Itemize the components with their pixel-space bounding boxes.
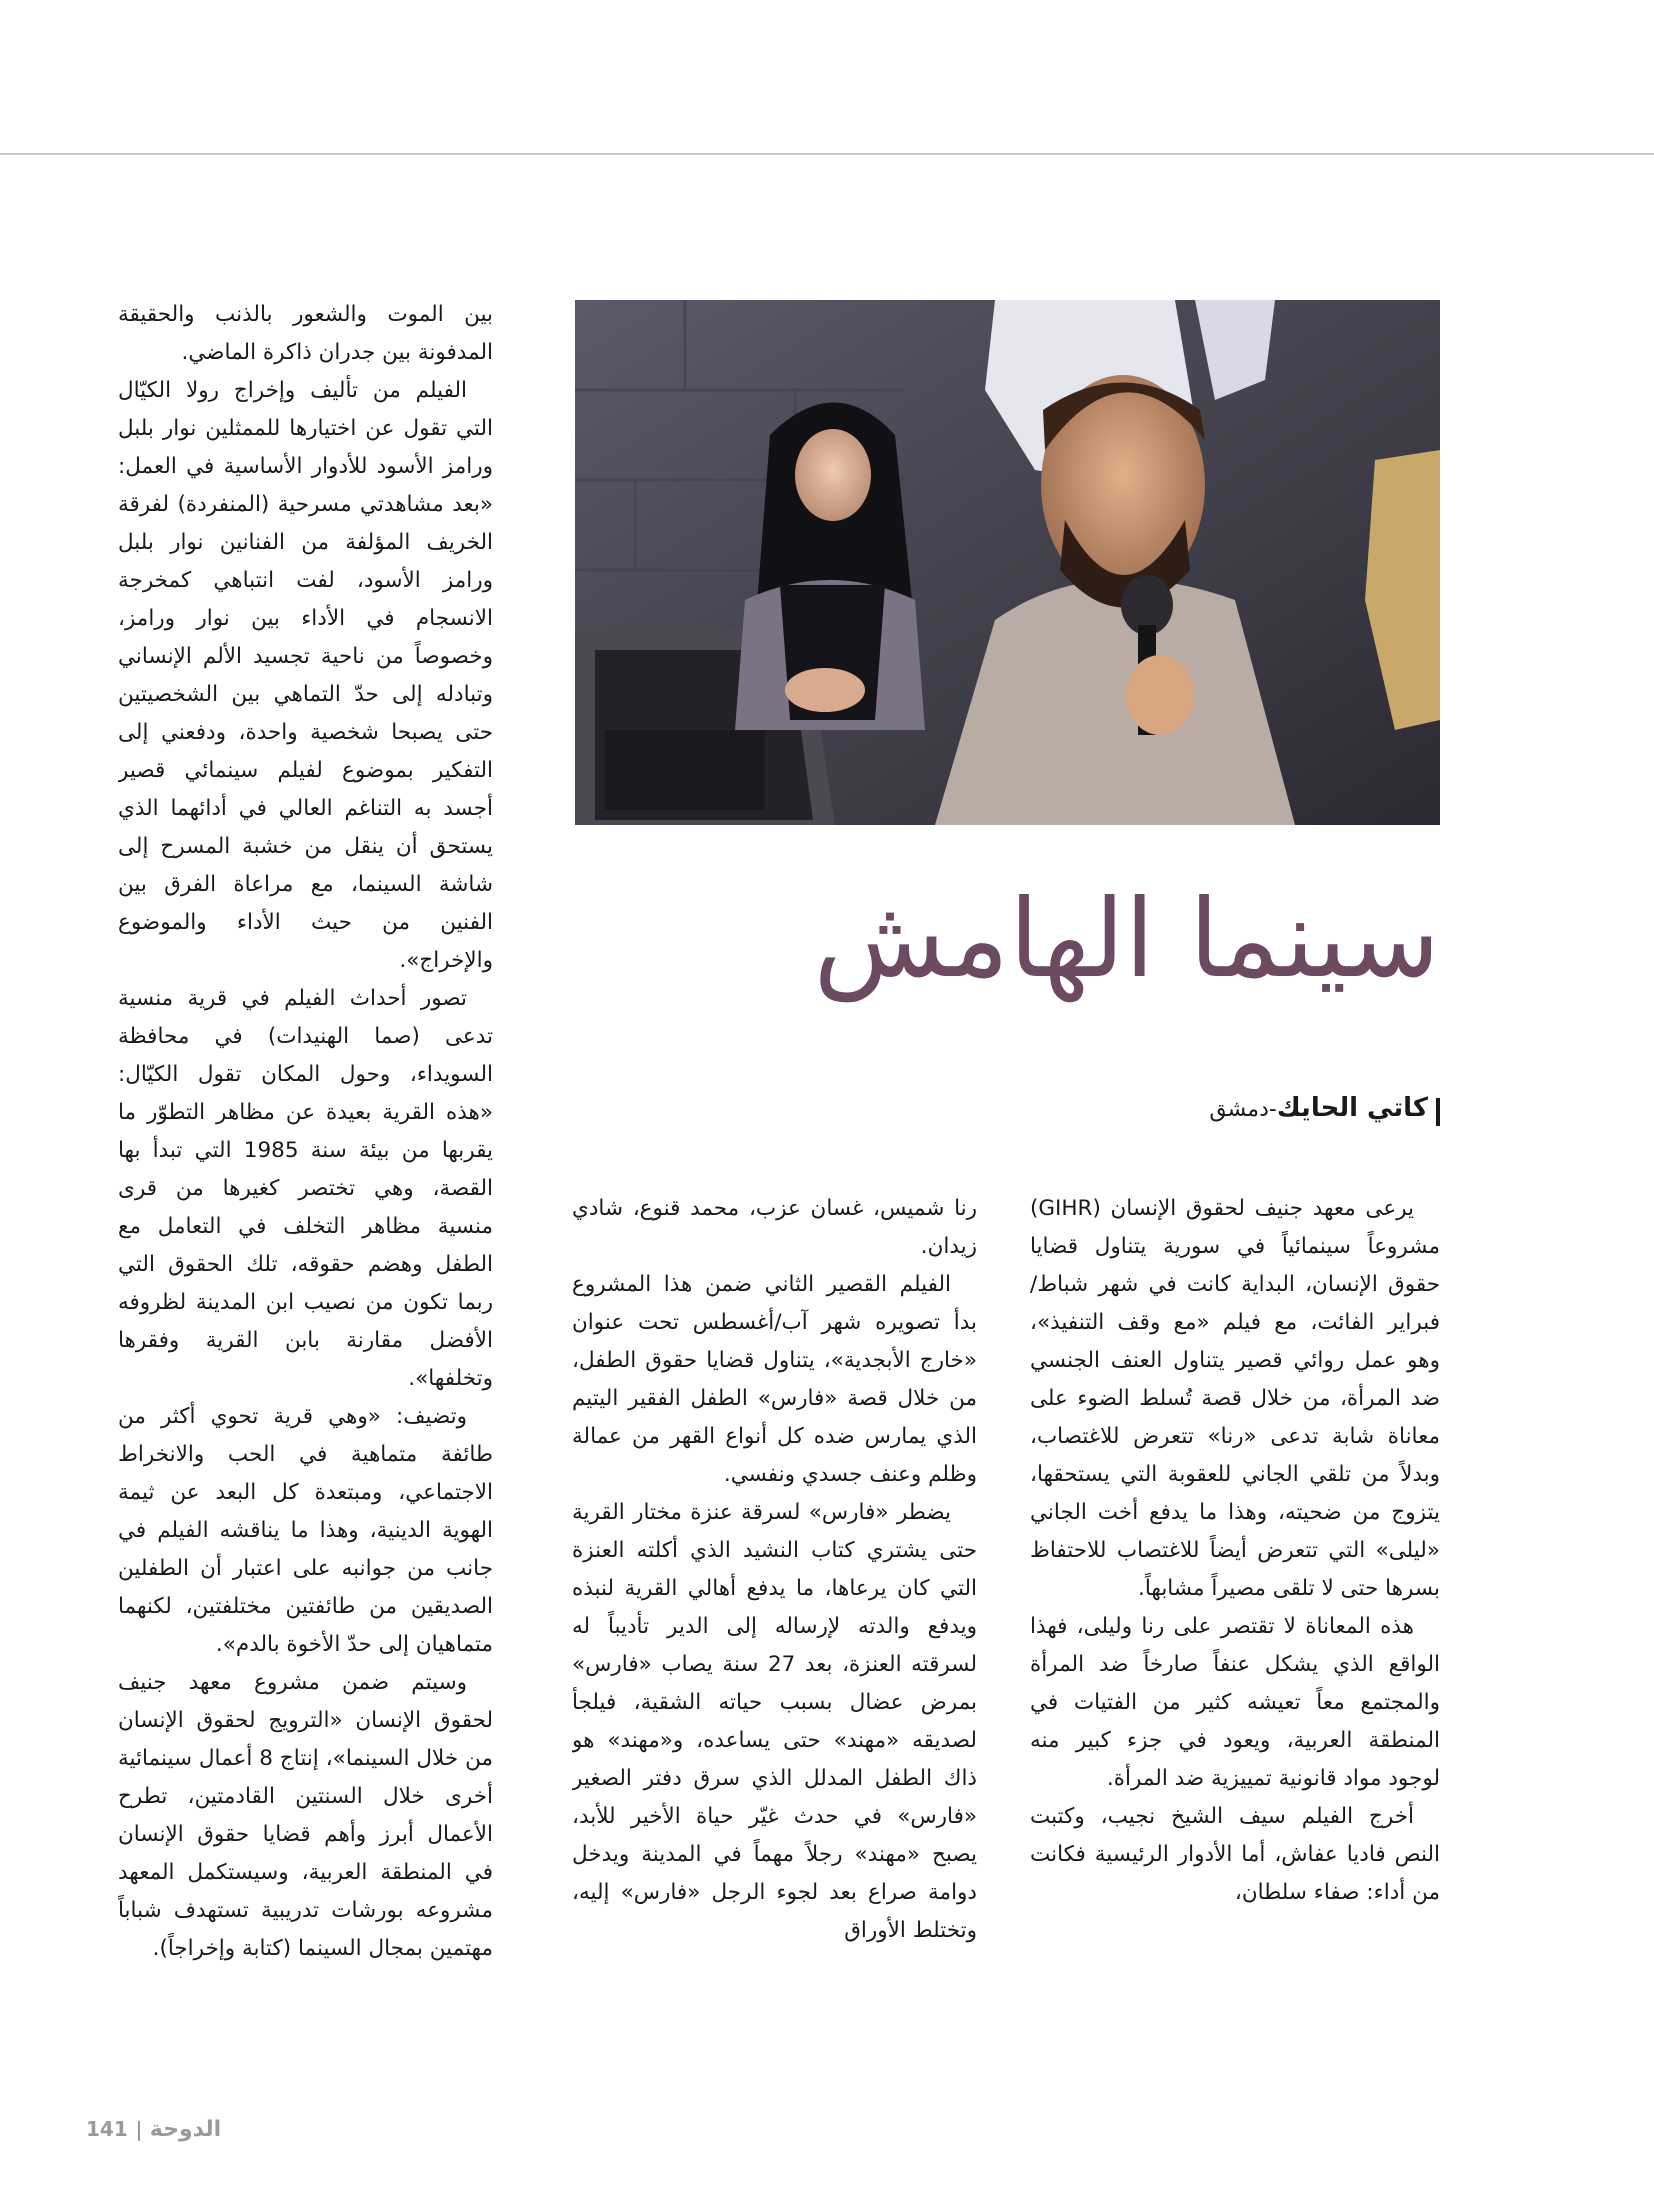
byline — [880, 1085, 1440, 1131]
paragraph: الفيلم القصير الثاني ضمن هذا المشروع بدأ تصويره شهر آب/أغسطس تحت عنوان «خارج الأبجدية»، يتناول قضايا حقوق الطفل، من خلال قصة «فارس» الطفل الفقير اليتيم الذي يمارس ضده كل أنواع القهر من عمالة وظلم وعنف جسدي ونفسي. — [572, 1272, 977, 1487]
paragraph: الفيلم من تأليف وإخراج رولا الكيّال التي تقول عن اختيارها للممثلين نوار بلبل ورامز الأسود للأدوار الأساسية في العمل: «بعد مشاهدتي مسرحية (المنفردة) لفرقة الخريف المؤلفة من الفنانين نوار بلبل ورامز الأسود، لفت انتباهي كمخرجة الانسجام في الأداء بين نوار ورامز، وخصوصاً من ناحية تجسيد الألم الإنساني وتبادله إلى حدّ التماهي بين الشخصيتين حتى يصبحا شخصية واحدة، ودفعني إلى التفكير بموضوع لفيلم سينمائي قصير أجسد به التناغم العالي في أدائهما الذي يستحق أن ينقل من خشبة المسرح إلى شاشة السينما، مع مراعاة الفرق بين الفنين من حيث الأداء والموضوع والإخراج». — [118, 378, 493, 973]
paragraph: يرعى معهد جنيف لحقوق الإنسان (GIHR) مشروعاً سينمائياً في سورية يتناول قضايا حقوق الإنسان، البداية كانت في شهر شباط/فبراير الفائت، مع فيلم «مع وقف التنفيذ»، وهو عمل روائي قصير يتناول العنف الجنسي ضد المرأة، من خلال قصة تُسلط الضوء على معاناة شابة تدعى «رنا» تتعرض للاغتصاب، وبدلاً من تلقي الجاني للعقوبة التي يستحقها، يتزوج من ضحيته، وهذا ما يدفع أخت الجاني «ليلى» التي تتعرض أيضاً للاغتصاب للاحتفاظ بسرها حتى لا تلقى مصيراً مشابهاً. — [1030, 1196, 1440, 1601]
column-middle — [572, 1190, 977, 2056]
paragraph: هذه المعاناة لا تقتصر على رنا وليلى، فهذا الواقع الذي يشكل عنفاً صارخاً ضد المرأة والمجتمع معاً تعيشه كثير من الفتيات في المنطقة العربية، ويعود في جزء كبير منه لوجود مواد قانونية تمييزية ضد المرأة. — [1030, 1614, 1440, 1791]
paragraph: وسيتم ضمن مشروع معهد جنيف لحقوق الإنسان «الترويج لحقوق الإنسان من خلال السينما»، إنتاج 8 أعمال سينمائية أخرى خلال السنتين القادمتين، تطرح الأعمال أبرز وأهم قضايا حقوق الإنسان في المنطقة العربية، وسيستكمل المعهد مشروعه بورشات تدريبية تستهدف شباباً مهتمين بمجال السينما (كتابة وإخراجاً). — [118, 1670, 493, 1961]
page-folio — [86, 2112, 221, 2146]
column-left — [118, 296, 493, 2056]
byline-bar — [1436, 1098, 1440, 1126]
paragraph: رنا شميس، غسان عزب، محمد قنوع، شادي زيدان. — [572, 1196, 977, 1259]
byline-author: كاتي الحايك — [1276, 1093, 1428, 1123]
page-number: 141 — [86, 2117, 128, 2141]
paragraph: وتضيف: «وهي قرية تحوي أكثر من طائفة متماهية في الحب والانخراط الاجتماعي، ومبتعدة كل البعد عن ثيمة الهوية الدينية، وهذا ما يناقشه الفيلم في جانب من جوانبه على اعتبار أن الطفلين الصديقين من طائفتين مختلفتين، لكنهما متماهيان إلى حدّ الأخوة بالدم». — [118, 1404, 493, 1657]
paragraph: أخرج الفيلم سيف الشيخ نجيب، وكتبت النص فاديا عفاش، أما الأدوار الرئيسية فكانت من أداء: صفاء سلطان، — [1030, 1804, 1440, 1905]
byline-dash: - — [1268, 1097, 1277, 1122]
folio-separator — [138, 2121, 140, 2141]
article-title: سينما الهامش — [813, 877, 1440, 1002]
magazine-name: الدوحة — [149, 2117, 222, 2142]
byline-city: دمشق — [1209, 1097, 1269, 1122]
article-photo — [575, 300, 1440, 825]
photo-man-with-microphone-icon — [575, 300, 1440, 825]
paragraph: تصور أحداث الفيلم في قرية منسية تدعى (صما الهنيدات) في محافظة السويداء، وحول المكان تقول الكيّال: «هذه القرية بعيدة عن مظاهر التطوّر ما يقربها من بيئة سنة 1985 التي تبدأ بها القصة، وهي تختصر كغيرها من قرى منسية مظاهر التخلف في التعامل مع الطفل وهضم حقوقه، تلك الحقوق التي ربما تكون من نصيب ابن المدينة لظروفه الأفضل مقارنة بابن القرية وفقرها وتخلفها». — [118, 986, 493, 1391]
paragraph: بين الموت والشعور بالذنب والحقيقة المدفونة بين جدران ذاكرة الماضي. — [118, 302, 493, 365]
header-rule — [0, 153, 1654, 155]
paragraph: يضطر «فارس» لسرقة عنزة مختار القرية حتى يشتري كتاب النشيد الذي أكلته العنزة التي كان يرعاها، ما يدفع أهالي القرية لنبذه ويدفع والدته لإرساله إلى الدير تأديباً له لسرقته العنزة، بعد 27 سنة يصاب «فارس» بمرض عضال بسبب حياته الشقية، فيلجأ لصديقه «مهند» حتى يساعده، و«مهند» هو ذاك الطفل المدلل الذي سرق دفتر الصغير «فارس» في حدث غيّر حياة الأخير للأبد، يصبح «مهند» رجلاً مهماً في المدينة ويدخل دوامة صراع بعد لجوء الرجل «فارس» إليه، وتختلط الأوراق — [572, 1500, 977, 1943]
column-right — [1030, 1190, 1440, 2056]
